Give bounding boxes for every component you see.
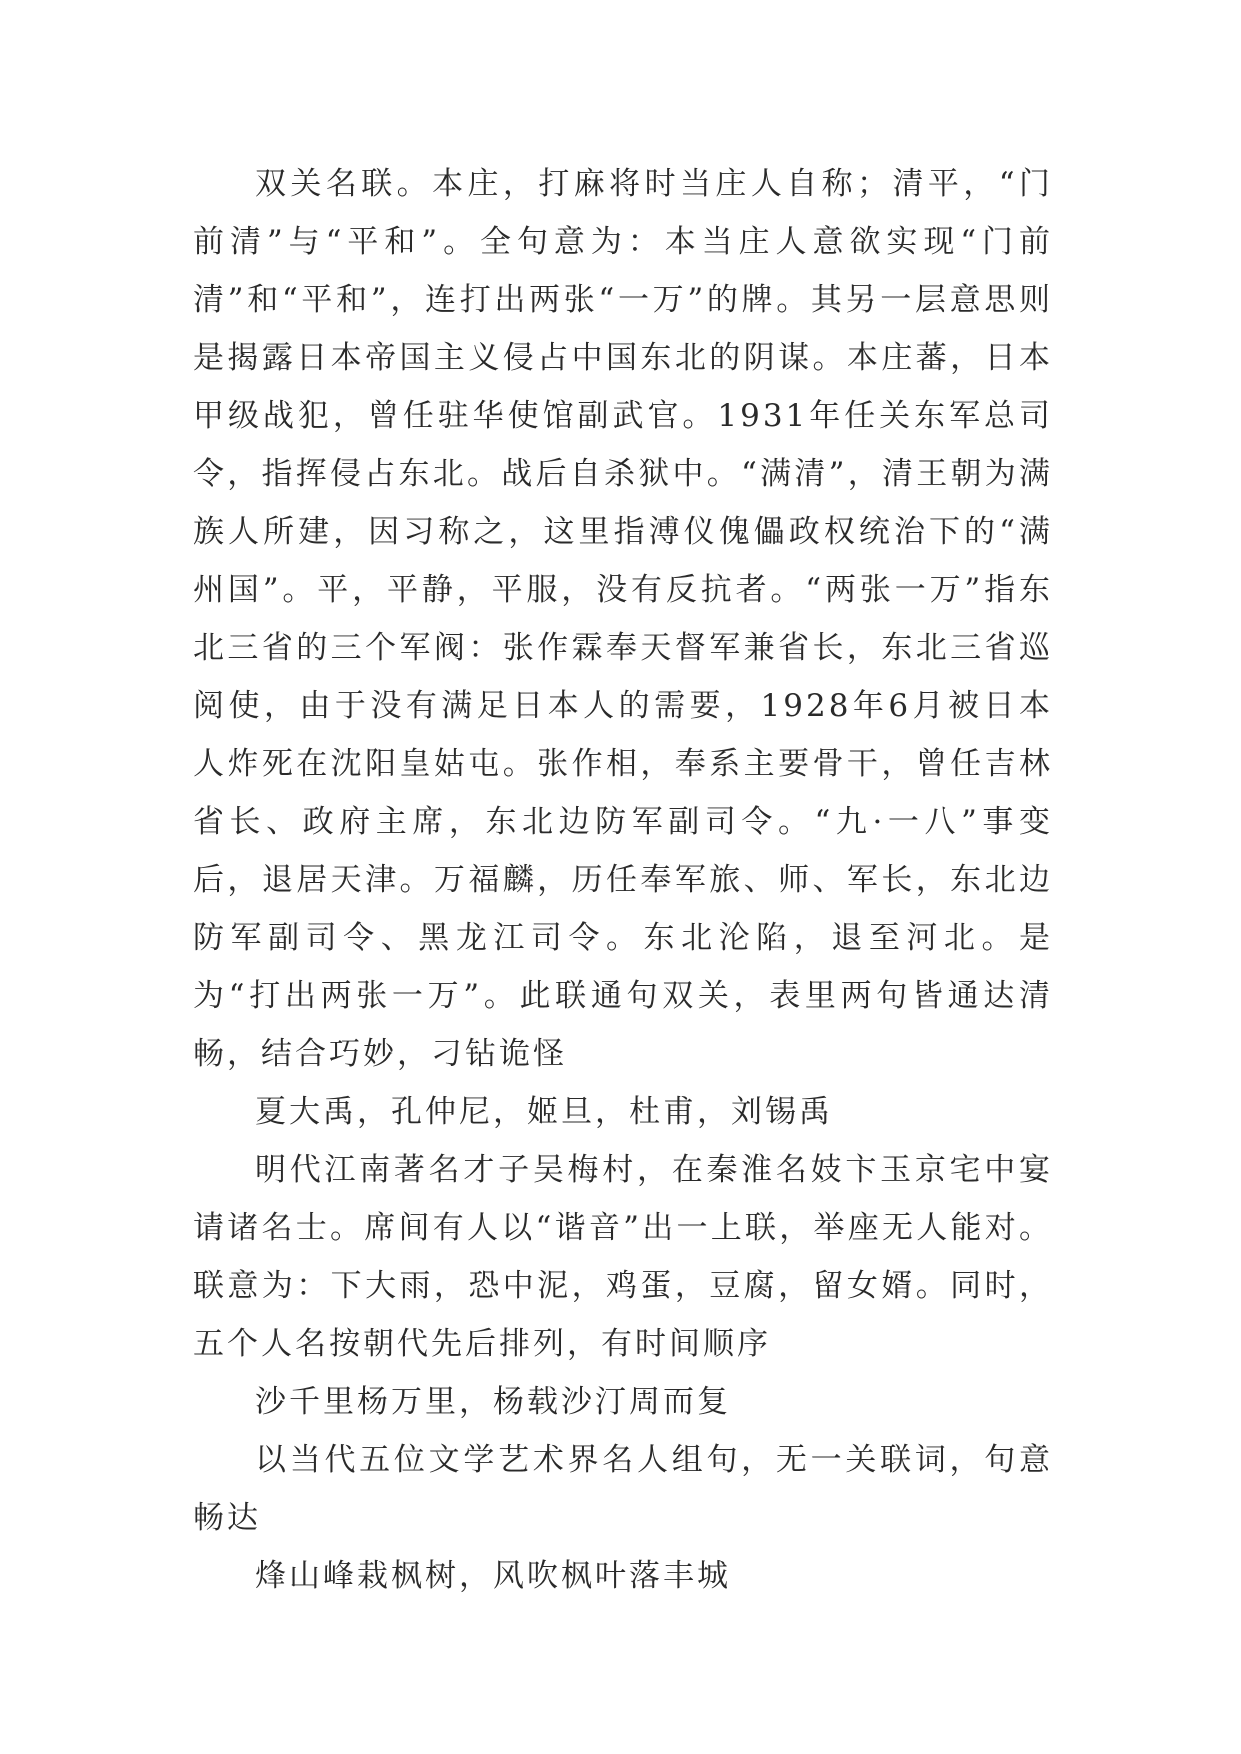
paragraph-couplet-names: 夏大禹，孔仲尼，姬旦，杜甫，刘锡禹	[255, 1094, 833, 1130]
paragraph-modern-names-explanation: 以当代五位文学艺术界名人组句，无一关联词，句意畅达	[193, 1442, 1053, 1536]
paragraph-double-meaning-explanation: 双关名联。本庄，打麻将时当庄人自称；清平，“门前清”与“平和”。全句意为：本当庄人意欲实现“门前清”和“平和”，连打出两张“一万”的牌。其另一层意思则是揭露日本帝国主义侵占中国东北的阴谋。本庄蕃，日本甲级战犯，曾任驻华使馆副武官。1931年任关东军总司令，指挥侵占东北。战后自杀狱中。“满清”，清王朝为满族人所建，因习称之，这里指溥仪傀儡政权统治下的“满州国”。平，平静，平服，没有反抗者。“两张一万”指东北三省的三个军阀：张作霖奉天督军兼省长，东北三省巡阅使，由于没有满足日本人的需要，1928年6月被日本人炸死在沈阳皇姑屯。张作相，奉系主要骨干，曾任吉林省长、政府主席，东北边防军副司令。“九·一八”事变后，退居天津。万福麟，历任奉军旅、师、军长，东北边防军副司令、黑龙江司令。东北沦陷，退至河北。是为“打出两张一万”。此联通句双关，表里两句皆通达清畅，结合巧妙，刁钻诡怪	[193, 166, 1053, 1072]
paragraph-couplet-modern-names: 沙千里杨万里，杨载沙汀周而复	[255, 1384, 731, 1420]
document-body	[193, 155, 1053, 1605]
paragraph-couplet-maple: 烽山峰栽枫树，风吹枫叶落丰城	[255, 1558, 731, 1594]
paragraph-wu-meicun-story: 明代江南著名才子吴梅村，在秦淮名妓卞玉京宅中宴请诸名士。席间有人以“谐音”出一上联，举座无人能对。联意为：下大雨，恐中泥，鸡蛋，豆腐，留女婿。同时，五个人名按朝代先后排列，有时间顺序	[193, 1152, 1053, 1362]
